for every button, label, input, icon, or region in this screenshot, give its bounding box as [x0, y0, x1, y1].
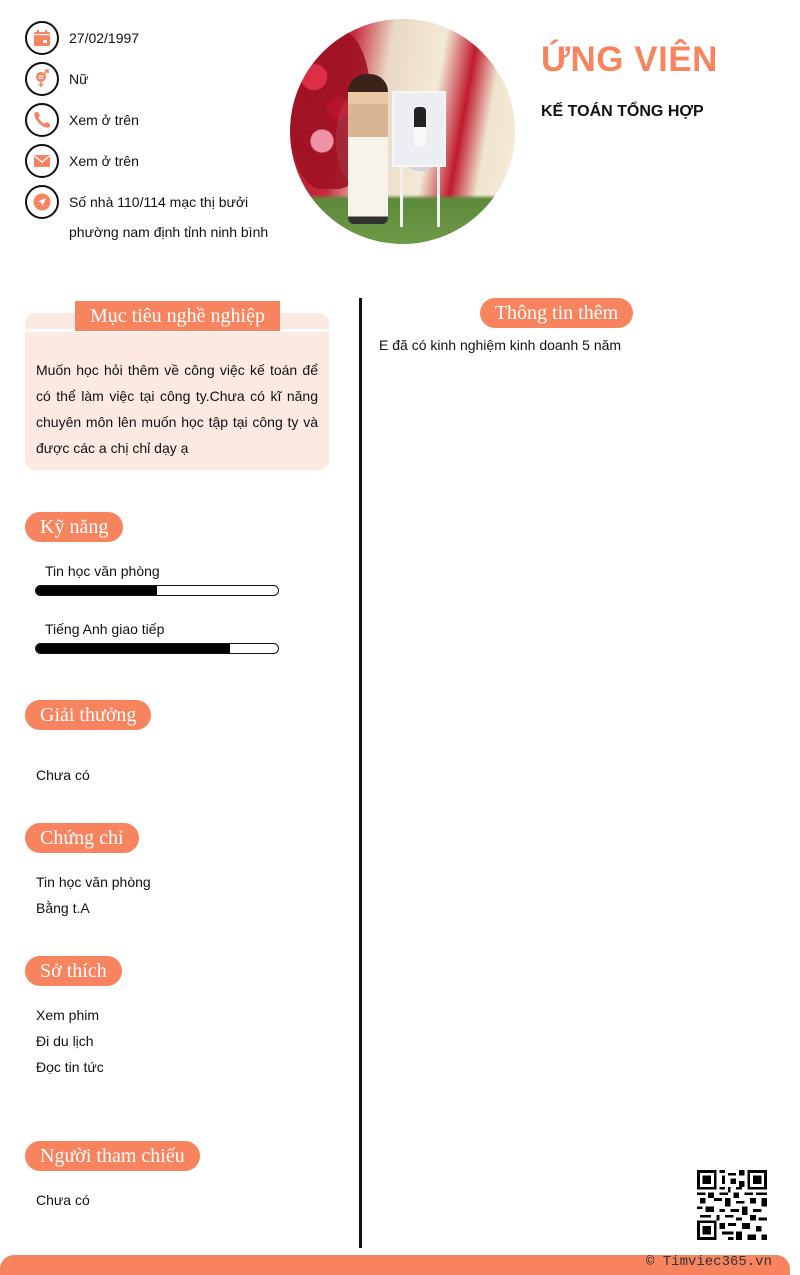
additional-info-text: E đã có kinh nghiệm kinh doanh 5 năm	[379, 337, 622, 353]
additional-info-title: Thông tin thêm	[480, 298, 633, 328]
birthday-text: 27/02/1997	[69, 30, 140, 46]
hobbies-list	[36, 1002, 104, 1080]
skill-progress-fill	[36, 586, 157, 595]
awards-title: Giải thưởng	[25, 700, 151, 730]
column-divider	[359, 298, 362, 1248]
hobbies-title: Sở thích	[25, 956, 122, 986]
contact-address	[25, 185, 285, 247]
avatar-easel	[400, 167, 440, 227]
skill-item	[35, 619, 279, 654]
references-title: Người tham chiếu	[25, 1141, 200, 1171]
avatar-person	[348, 74, 388, 224]
skill-progress-bar	[35, 585, 279, 596]
email-text: Xem ở trên	[69, 153, 139, 169]
footer-bar	[0, 1255, 790, 1275]
email-icon	[25, 144, 59, 178]
contact-birthday	[25, 21, 285, 55]
hobby-item: Đi du lịch	[36, 1033, 94, 1049]
location-icon	[25, 185, 59, 219]
phone-text: Xem ở trên	[69, 112, 139, 128]
contact-info	[25, 21, 285, 254]
job-title: KẾ TOÁN TỔNG HỢP	[541, 103, 704, 120]
award-item: Chưa có	[36, 767, 90, 783]
candidate-name: ỨNG VIÊN	[541, 40, 718, 79]
footer-copyright: © Timviec365.vn	[645, 1254, 772, 1270]
address-line-1: Số nhà 110/114 mạc thị bưởi	[69, 194, 249, 210]
qr-code-icon	[697, 1170, 767, 1240]
objective-text: Muốn học hỏi thêm về công việc kế toán để có thể làm việc tại công ty.Chưa có kĩ năng chuyên môn lên muốn học tập tại công ty và được các a chị chỉ dạy ạ	[36, 362, 318, 456]
address-line-2: phường nam định tỉnh ninh bình	[69, 224, 269, 240]
reference-item: Chưa có	[36, 1192, 90, 1208]
contact-phone	[25, 103, 285, 137]
certificates-title: Chứng chỉ	[25, 823, 139, 853]
skill-progress-bar	[35, 643, 279, 654]
certificate-item: Tin học văn phòng	[36, 874, 151, 890]
phone-icon	[25, 103, 59, 137]
objective-title: Mục tiêu nghề nghiệp	[75, 301, 280, 331]
skill-label: Tin học văn phòng	[45, 563, 160, 579]
certificates-list	[36, 869, 151, 921]
calendar-icon	[25, 21, 59, 55]
address-text	[69, 185, 268, 247]
gender-text: Nữ	[69, 71, 89, 87]
skill-label: Tiếng Anh giao tiếp	[45, 621, 165, 637]
contact-gender	[25, 62, 285, 96]
hobby-item: Xem phim	[36, 1007, 100, 1023]
skill-item	[35, 561, 279, 596]
skills-title: Kỹ năng	[25, 512, 123, 542]
contact-email	[25, 144, 285, 178]
hobby-item: Đọc tin tức	[36, 1059, 104, 1075]
avatar-board	[392, 91, 446, 167]
references-list	[36, 1187, 90, 1213]
awards-list	[36, 762, 90, 788]
avatar	[290, 19, 515, 244]
certificate-item: Bằng t.A	[36, 900, 90, 916]
gender-icon	[25, 62, 59, 96]
skill-progress-fill	[36, 644, 230, 653]
